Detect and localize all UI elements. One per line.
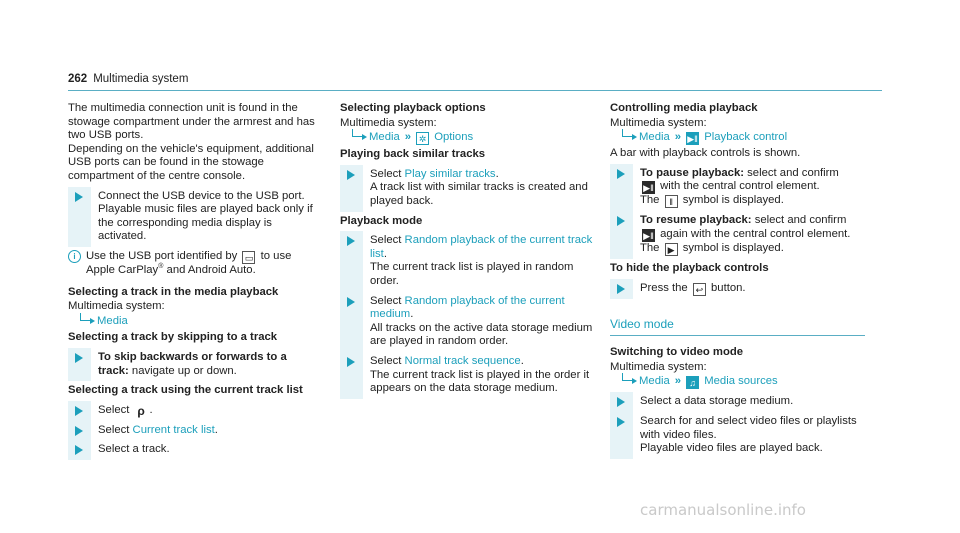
step-text: Select xyxy=(98,403,130,416)
menu-path xyxy=(610,131,865,145)
step-text: select and confirm xyxy=(747,166,839,179)
step-detail: Playable video files are played back. xyxy=(640,442,823,455)
step-arrow-icon xyxy=(347,297,355,307)
page-section-title: Multimedia system xyxy=(93,73,189,85)
path-hook-icon xyxy=(622,129,633,137)
path-media-link[interactable]: Media xyxy=(369,131,400,144)
step-text: . xyxy=(149,403,153,416)
step-arrow-icon xyxy=(347,357,355,367)
double-chevron-icon: » xyxy=(404,131,410,144)
step-arrow-icon xyxy=(617,397,625,407)
step-text: Press the xyxy=(640,281,688,294)
step-text: Select a data storage medium. xyxy=(640,395,794,408)
heading-similar-tracks: Playing back similar tracks xyxy=(340,148,486,161)
note-text: Apple CarPlay xyxy=(86,263,159,276)
media-sources-icon: ♫ xyxy=(686,376,699,389)
step-pause xyxy=(610,167,865,209)
menu-path xyxy=(610,375,865,389)
path-playback-control-link[interactable]: Playback control xyxy=(704,131,788,144)
step-select-a-track xyxy=(68,443,316,457)
step-arrow-icon xyxy=(75,353,83,363)
step-arrow-icon xyxy=(75,445,83,455)
step-text: again with the central control element. xyxy=(660,227,851,240)
step-text: Search for and select video files or playlists with video files. xyxy=(640,414,857,441)
heading-hide-controls: To hide the playback controls xyxy=(610,261,769,274)
section-title-video-mode: Video mode xyxy=(610,316,674,331)
step-arrow-icon xyxy=(347,236,355,246)
path-options-link[interactable]: Options xyxy=(434,131,474,144)
step-text: symbol is displayed. xyxy=(682,194,784,207)
path-hook-icon xyxy=(352,129,363,137)
step-detail: Playable music files are played back only if the corresponding media display is activated. xyxy=(98,203,313,243)
heading-playback-mode: Playback mode xyxy=(340,214,423,227)
step-text: Select xyxy=(98,423,130,436)
info-note xyxy=(68,250,316,278)
random-medium-link[interactable]: Random playback of the current medium xyxy=(370,294,565,321)
play-pause-icon: ▶‖ xyxy=(643,230,654,241)
double-chevron-icon: » xyxy=(674,131,680,144)
info-icon: i xyxy=(68,250,81,263)
step-random-medium: Select Random playback of the current medium. All tracks on the active data storage medium are played in random order. xyxy=(340,295,595,349)
page-number: 262 xyxy=(68,73,88,85)
step-arrow-icon xyxy=(75,406,83,416)
step-text: symbol is displayed. xyxy=(682,241,784,254)
step-search-video xyxy=(610,415,865,456)
menu-path xyxy=(340,131,595,145)
step-bold-text: To resume playback: xyxy=(640,214,752,227)
step-detail: A track list with similar tracks is created and played back. xyxy=(370,181,588,207)
page-header xyxy=(68,73,188,87)
note-text: Use the USB port identified by xyxy=(86,249,238,262)
bar-shown-text: A bar with playback controls is shown. xyxy=(610,147,801,160)
step-text: Select xyxy=(370,234,402,247)
path-media-link[interactable]: Media xyxy=(97,314,128,327)
path-hook-icon xyxy=(80,313,91,321)
step-bold-text: To skip backwards or forwards to a track: xyxy=(98,350,287,377)
heading-switching-video: Switching to video mode xyxy=(610,346,744,359)
step-text: Select xyxy=(370,354,402,367)
search-symbol-icon: ρ xyxy=(137,403,145,418)
path-hook-icon xyxy=(622,373,633,381)
step-arrow-icon xyxy=(617,216,625,226)
play-pause-icon: ▶‖ xyxy=(687,134,698,145)
gear-icon: ✲ xyxy=(416,132,429,145)
step-arrow-icon xyxy=(347,170,355,180)
step-text: . xyxy=(214,423,218,436)
multimedia-system-label: Multimedia system: xyxy=(68,300,165,313)
path-media-sources-link[interactable]: Media sources xyxy=(704,375,778,388)
step-text: Select xyxy=(370,294,402,307)
step-text: The xyxy=(640,241,660,254)
step-select-storage xyxy=(610,395,865,409)
step-arrow-icon xyxy=(617,169,625,179)
heading-select-track: Selecting a track in the media playback xyxy=(68,285,279,298)
heading-skipping: Selecting a track by skipping to a track xyxy=(68,331,278,344)
step-detail: The current track list is played in the order it appears on the data storage medium. xyxy=(370,368,590,395)
play-similar-link[interactable]: Play similar tracks xyxy=(404,167,496,180)
step-text: Select a track. xyxy=(98,443,170,456)
heading-current-track-list: Selecting a track using the current track list xyxy=(68,384,303,397)
step-select-current-list xyxy=(68,424,316,438)
heading-controlling-playback: Controlling media playback xyxy=(610,102,758,114)
step-arrow-icon xyxy=(617,284,625,294)
registered-mark: ® xyxy=(158,263,164,271)
path-media-link[interactable]: Media xyxy=(639,375,670,388)
step-random-list: Select Random playback of the current track list. The current track list is played in random order. xyxy=(340,234,595,288)
multimedia-system-label: Multimedia system: xyxy=(610,360,707,373)
step-press-back xyxy=(610,282,865,296)
step-skip xyxy=(68,351,316,378)
random-list-link[interactable]: Random playback of the current track list xyxy=(370,234,593,260)
step-detail: The current track list is played in random order. xyxy=(370,261,574,287)
usb-port-phone-icon: ▭ xyxy=(242,251,255,264)
step-arrow-icon xyxy=(75,192,83,202)
normal-sequence-link[interactable]: Normal track sequence xyxy=(404,354,521,367)
step-arrow-icon xyxy=(617,417,625,427)
column-1 xyxy=(68,102,316,463)
step-connect-usb xyxy=(68,190,316,244)
step-normal-sequence: Select Normal track sequence. The current track list is played in the order it appears on the data storage medium. xyxy=(340,355,595,396)
column-3 xyxy=(610,102,865,462)
back-icon: ↩ xyxy=(693,283,706,296)
step-select-search xyxy=(68,404,316,418)
play-icon: ▶ xyxy=(665,243,678,256)
step-text: Connect the USB device to the USB port. xyxy=(98,189,305,202)
step-play-similar: Select Play similar tracks. A track list with similar tracks is created and played back. xyxy=(340,168,595,209)
step-text: navigate up or down. xyxy=(131,364,237,377)
step-text: Select xyxy=(370,167,402,180)
double-chevron-icon: » xyxy=(674,375,680,388)
column-2 xyxy=(340,102,595,402)
multimedia-system-label: Multimedia system: xyxy=(610,116,707,129)
play-pause-icon: ▶‖ xyxy=(643,183,654,194)
step-bold-text: To pause playback: xyxy=(640,166,745,179)
current-track-list-link[interactable]: Current track list xyxy=(132,423,215,436)
step-text: The xyxy=(640,194,660,207)
menu-path xyxy=(68,315,316,329)
header-rule xyxy=(68,90,882,91)
step-text: select and confirm xyxy=(754,214,847,227)
step-resume xyxy=(610,214,865,256)
heading-playback-options: Selecting playback options xyxy=(340,102,486,114)
watermark-text: carmanualsonline.info xyxy=(640,501,806,519)
path-media-link[interactable]: Media xyxy=(639,131,670,144)
note-text: to use xyxy=(260,249,292,262)
step-text: button. xyxy=(711,281,746,294)
intro-text-1: The multimedia connection unit is found in the stowage compartment under the armrest and has two USB ports. xyxy=(68,102,315,142)
section-rule xyxy=(610,335,865,336)
step-detail: All tracks on the active data storage medium are played in random order. xyxy=(370,321,593,348)
note-text: and Android Auto. xyxy=(166,263,256,276)
intro-text-2: Depending on the vehicle's equipment, additional USB ports can be found in the stowage compartment of the centre console. xyxy=(68,142,314,182)
multimedia-system-label: Multimedia system: xyxy=(340,116,437,129)
pause-icon: ‖ xyxy=(665,195,678,208)
step-text: with the central control element. xyxy=(660,180,820,193)
step-arrow-icon xyxy=(75,426,83,436)
